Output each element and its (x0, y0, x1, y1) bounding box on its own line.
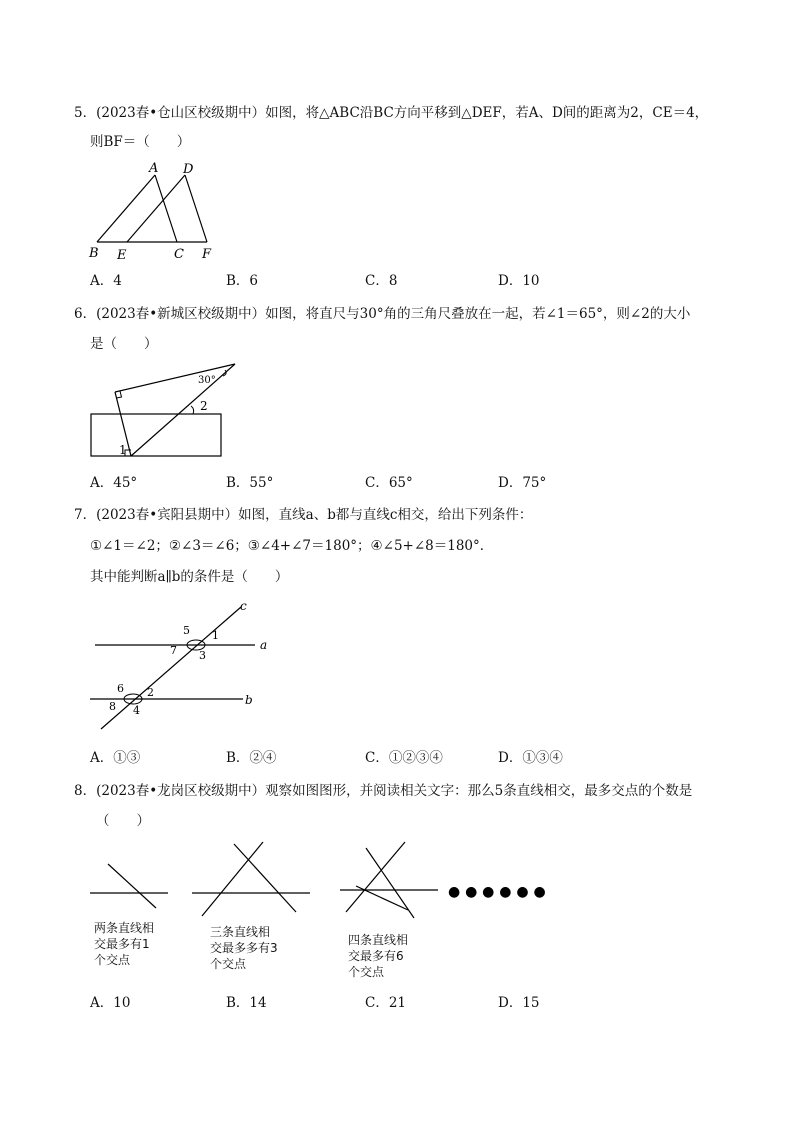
q5-option-d[interactable]: D．10 (498, 273, 540, 289)
label-2: 2 (147, 686, 154, 699)
label-D: D (183, 162, 194, 177)
ellipsis-dots: ● ● ● ● ● ● (448, 884, 546, 900)
label-angle-2: 2 (200, 399, 208, 413)
q5-option-b[interactable]: B．6 (226, 273, 259, 289)
q5-translation-figure (85, 160, 225, 270)
q6-stem-line2: 是（ ） (90, 336, 158, 352)
q5-option-a[interactable]: A．4 (90, 273, 122, 289)
q8-caption-four-lines: 四条直线相 交最多有6 个交点 (348, 933, 409, 979)
q8-caption-two-lines: 两条直线相 交最多有1 个交点 (94, 921, 155, 967)
q7-parallel-lines-figure (85, 595, 285, 735)
q7-option-d[interactable]: D．①③④ (498, 750, 563, 766)
label-c: c (240, 599, 247, 613)
q7-option-b[interactable]: B．②④ (226, 750, 277, 766)
q7-stem-line2: ①∠1＝∠2；②∠3＝∠6；③∠4+∠7＝180°；④∠5+∠8＝180°． (90, 538, 494, 554)
q6-option-a[interactable]: A．45° (90, 475, 138, 491)
label-4: 4 (133, 704, 140, 717)
q8-option-b[interactable]: B．14 (226, 995, 267, 1011)
label-6: 6 (117, 682, 124, 695)
label-C: C (174, 247, 184, 262)
q5-option-c[interactable]: C．8 (365, 273, 398, 289)
label-B: B (89, 246, 99, 261)
label-1: 1 (212, 629, 219, 642)
q7-stem-line1: 7．(2023春•宾阳县期中）如图，直线a、b都与直线c相交，给出下列条件： (74, 507, 533, 523)
label-5: 5 (183, 624, 190, 637)
q5-stem-line1: 5．(2023春•仓山区校级期中）如图，将△ABC沿BC方向平移到△DEF，若A、D间的距离为2，CE＝4， (74, 105, 709, 121)
label-8: 8 (109, 700, 116, 713)
q7-option-c[interactable]: C．①②③④ (365, 750, 443, 766)
q8-stem-line1: 8．(2023春•龙岗区校级期中）观察如图图形，并阅读相关文字：那么5条直线相交，最多交点的个数是 (74, 783, 693, 799)
q8-intersecting-lines-figure (88, 838, 548, 918)
q6-option-d[interactable]: D．75° (498, 475, 547, 491)
label-A: A (149, 161, 159, 176)
q6-option-c[interactable]: C．65° (365, 475, 413, 491)
label-angle-1: 1 (119, 443, 127, 457)
q8-option-c[interactable]: C．21 (365, 995, 407, 1011)
q7-stem-line3: 其中能判断a∥b的条件是（ ） (90, 569, 289, 585)
q8-option-d[interactable]: D．15 (498, 995, 540, 1011)
q5-stem-line2: 则BF＝（ ） (90, 134, 191, 150)
q8-stem-line2: （ ） (96, 813, 150, 829)
label-b: b (245, 693, 253, 707)
q7-option-a[interactable]: A．①③ (90, 750, 141, 766)
q6-ruler-triangle-figure (85, 360, 245, 465)
label-a: a (260, 638, 268, 652)
q6-option-b[interactable]: B．55° (226, 475, 274, 491)
label-F: F (202, 247, 212, 262)
q8-caption-three-lines: 三条直线相 交最多多有3 个交点 (210, 925, 278, 971)
label-3: 3 (199, 649, 206, 662)
label-30-degree: 30° (198, 375, 216, 386)
label-E: E (117, 248, 127, 263)
q6-stem-line1: 6．(2023春•新城区校级期中）如图，将直尺与30°角的三角尺叠放在一起，若∠1＝65°，则∠2的大小 (74, 306, 691, 322)
q8-option-a[interactable]: A．10 (90, 995, 131, 1011)
label-7: 7 (170, 644, 177, 657)
